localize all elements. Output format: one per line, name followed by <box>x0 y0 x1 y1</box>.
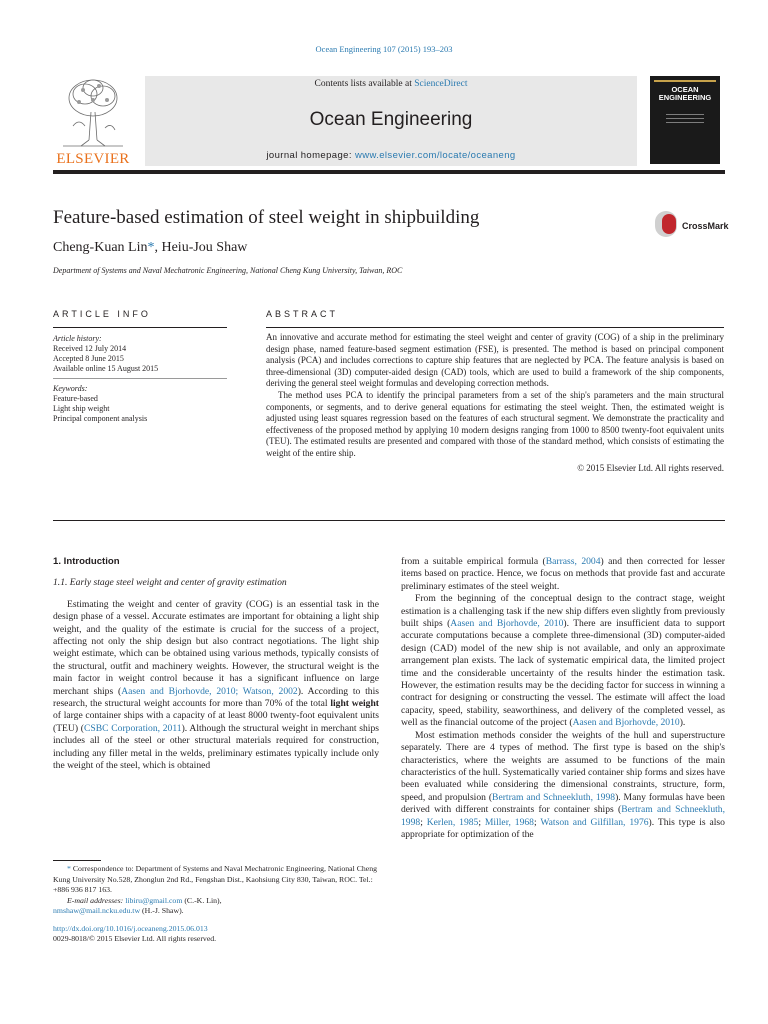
body-paragraph <box>401 730 725 842</box>
citation-link[interactable]: CSBC Corporation, 2011 <box>83 722 182 734</box>
author-separator: , <box>154 240 162 255</box>
abstract-copyright: © 2015 Elsevier Ltd. All rights reserved. <box>577 462 724 473</box>
journal-title-box <box>145 76 637 166</box>
body-paragraph <box>53 599 379 773</box>
text-run: From the beginning of the conceptual design to the contract stage, weight estimation is a challenging task if the new ship differs even slightly from previously built ships ( <box>401 593 725 630</box>
accepted-date: Accepted 8 June 2015 <box>53 354 124 363</box>
elsevier-wordmark: ELSEVIER <box>56 151 130 167</box>
email-owner: (C.-K. Lin), <box>182 895 222 905</box>
text-run: ; <box>533 816 541 828</box>
footnote <box>53 864 379 945</box>
section-heading: 1. Introduction <box>53 556 120 567</box>
text-run: ). There are insufficient data to support accurate computations because a complete three-dimensional (3D) computer-aided design (CAD) model of the new ship is not available, and only an approximate arrangement plan exists. The lack of systematic empirical data, the limited project time and the considerable uncertainty of the results hinder the estimation task. However, the estimation results may be the deciding factor for success in winning a contract for designing or constructing the vessel. The estimate will affect the load capacity, speed, stability, seaworthiness, and delivery of the completed vessel, as well as the financial outcome of the project ( <box>401 618 725 729</box>
journal-cover-thumbnail[interactable] <box>650 76 720 164</box>
citation-link[interactable]: Aasen and Bjorhovde, 2010; Watson, 2002 <box>121 685 298 697</box>
text-run: of large container ships with a capacity of at least 8000 twenty-foot equivalent units (TEU) ( <box>53 710 379 734</box>
contents-prefix: Contents lists available at <box>314 79 415 89</box>
abstract-body <box>266 332 724 474</box>
keywords-block <box>53 384 147 424</box>
crossmark-label: CrossMark <box>682 221 729 231</box>
article-title: Feature-based estimation of steel weight in shipbuilding <box>53 207 480 228</box>
body-paragraph <box>401 593 725 729</box>
citation-link[interactable]: Barrass, 2004 <box>545 556 601 567</box>
article-history <box>53 334 158 374</box>
online-date: Available online 15 August 2015 <box>53 364 159 373</box>
article-info-heading: ARTICLE INFO <box>53 309 151 319</box>
bold-term: light weight <box>330 698 379 710</box>
crossmark-icon <box>655 211 677 237</box>
text-run: ; <box>478 816 485 828</box>
subsection-heading: 1.1. Early stage steel weight and center of gravity estimation <box>53 577 287 589</box>
journal-header <box>53 76 725 166</box>
elsevier-tree-logo <box>53 76 133 166</box>
text-run: ). Although the structural weight in merchant ships includes all of the steel or other structural materials required for construction, including any filler metal in the welds, preliminary estimates typically include only the weight of the steel, which is obtained <box>53 722 380 772</box>
citation-link[interactable]: Watson and Gilfillan, 1976 <box>540 816 649 828</box>
citation-link[interactable]: Bertram and Schneekluth, 1998 <box>492 791 616 803</box>
journal-homepage <box>145 150 637 161</box>
sciencedirect-link[interactable]: ScienceDirect <box>414 79 468 89</box>
homepage-prefix: journal homepage: <box>266 150 355 161</box>
correspondence-text: Correspondence to: Department of Systems and Naval Mechatronic Engineering, National Cheng Kung University No.528, Zhonglun 2nd Rd., Fengshan Dist., Kaohsiung City 830, Taiwan, ROC. Tel.: +886 936 817 163. <box>53 864 378 894</box>
text-run: ; <box>420 816 427 828</box>
email-link[interactable]: libiru@gmail.com <box>125 895 183 905</box>
citation-link[interactable]: Miller, 1968 <box>484 816 534 828</box>
email-link[interactable]: nmshaw@mail.ncku.edu.tw <box>53 906 141 915</box>
abstract-heading: ABSTRACT <box>266 309 339 319</box>
correspondence-note <box>53 864 379 896</box>
email-owner: (H.-J. Shaw). <box>140 906 184 915</box>
keyword: Feature-based <box>53 394 98 403</box>
author-lin: Cheng-Kuan Lin <box>53 240 148 255</box>
text-run: Most estimation methods consider the weights of the hull and superstructure separately. There are 4 types of method. The first type is based on the ship's characteristics, where the weights are assumed to be functions of the main characteristics of the hull. Systematically varied container ship forms and sizes have been evaluated while considering the dimensional constraints, structure, form, speed, and propulsion ( <box>401 729 725 803</box>
text-run: ). Many formulas have been derived with different constraints for container ships ( <box>401 791 725 816</box>
doi-link[interactable]: http://dx.doi.org/10.1016/j.oceaneng.2015.06.013 <box>53 923 208 933</box>
citation-link[interactable]: Aasen and Bjorhovde, 2010 <box>450 618 564 630</box>
citation-link[interactable]: Bertram and Schneekluth, 1998 <box>401 804 726 828</box>
email-addresses <box>53 896 379 917</box>
cover-title <box>650 86 720 102</box>
corresponding-author-link[interactable]: * <box>147 240 155 255</box>
cover-title-line-2: ENGINEERING <box>658 93 712 102</box>
keyword: Principal component analysis <box>53 414 148 423</box>
body-paragraph <box>401 556 725 593</box>
author-list <box>53 240 247 256</box>
text-run: ). This type is also appropriate for optimization of the <box>401 816 725 840</box>
abstract-rule <box>266 327 724 328</box>
text-run: ) and then corrected for lesser items based on practice. Hence, we focus on methods that provide fast and accurate preliminary estimates of the steel weight. <box>401 556 725 592</box>
text-run: ). <box>679 717 686 729</box>
left-column <box>53 556 379 773</box>
article-info-rule <box>53 327 227 328</box>
footnote-rule <box>53 860 101 861</box>
history-divider <box>53 378 227 379</box>
issn-copyright: 0029-8018/© 2015 Elsevier Ltd. All rights reserved. <box>53 934 217 943</box>
journal-title: Ocean Engineering <box>309 109 473 130</box>
keyword: Light ship weight <box>53 404 110 413</box>
abstract-paragraph: An innovative and accurate method for estimating the steel weight and center of gravity (COG) of a ship in the preliminary design phase, named feature-based segment estimation (FSE), is presented. The method is based on principal component analysis (PCA) and includes corrections to capture ship features that are neglected by PCA. The feature analysis is based on three-dimensional (3D) computer-aided design (CAD) tools, which are used to build a framework of the ship components, deriving the general steel weight formulas and developing correction methods. <box>266 332 724 389</box>
crossmark-badge[interactable] <box>652 211 732 241</box>
header-divider <box>53 170 725 174</box>
text-run: Estimating the weight and center of gravity (COG) is an essential task in the design phase of a vessel. Accurate estimates are important for obtaining a light ship weight, and the quality of the estimate is crucial for the success of a project, affecting not only the ship design but also contract negotiations. The light ship weight estimate, which can be obtained using various methods, typically consists of the structural, outfit and machinery weights. However, the structural weight is the main factor in weight control because it has a significant influence on large merchant ships ( <box>53 598 379 697</box>
abstract-bottom-rule <box>53 520 725 521</box>
text-run: from a suitable empirical formula ( <box>401 556 546 567</box>
journal-reference-link[interactable]: Ocean Engineering 107 (2015) 193–203 <box>315 44 453 54</box>
cover-title-line-1: OCEAN <box>671 85 699 94</box>
footnote-mark: * <box>67 864 71 873</box>
history-label: Article history: <box>53 334 102 343</box>
right-column <box>401 556 725 841</box>
abstract-paragraph: The method uses PCA to identify the principal parameters from a set of the ship's parameters and the main structural components, or segments, and to derive general equations for estimating the steel weight. Then, the estimated weight is adjusted using least squares regression based on the features of each structural segment. We demonstrate the practicality and effectiveness of the proposed method by applying 10 modern designs ranging from 1000 to 8500 twenty-foot equivalent units (TEU). The estimated results are presented and compared with those of the standard method, which consists of estimating the weight of the entire ship. <box>266 389 724 458</box>
text-run: ). According to this research, the structural weight accounts for more than 70% of the total <box>53 685 379 710</box>
contents-available <box>145 79 637 89</box>
cover-text-lines <box>666 114 704 126</box>
author-affiliation: Department of Systems and Naval Mechatronic Engineering, National Cheng Kung University, Taiwan, ROC <box>53 266 403 275</box>
email-label: E-mail addresses: <box>67 895 126 905</box>
cover-accent-bar <box>654 80 716 82</box>
citation-link[interactable]: Aasen and Bjorhovde, 2010 <box>572 717 680 729</box>
received-date: Received 12 July 2014 <box>53 344 127 353</box>
journal-homepage-link[interactable]: www.elsevier.com/locate/oceaneng <box>354 150 516 161</box>
author-shaw: Heiu-Jou Shaw <box>161 240 248 255</box>
keywords-label: Keywords: <box>53 384 88 393</box>
citation-link[interactable]: Kerlen, 1985 <box>426 816 479 828</box>
